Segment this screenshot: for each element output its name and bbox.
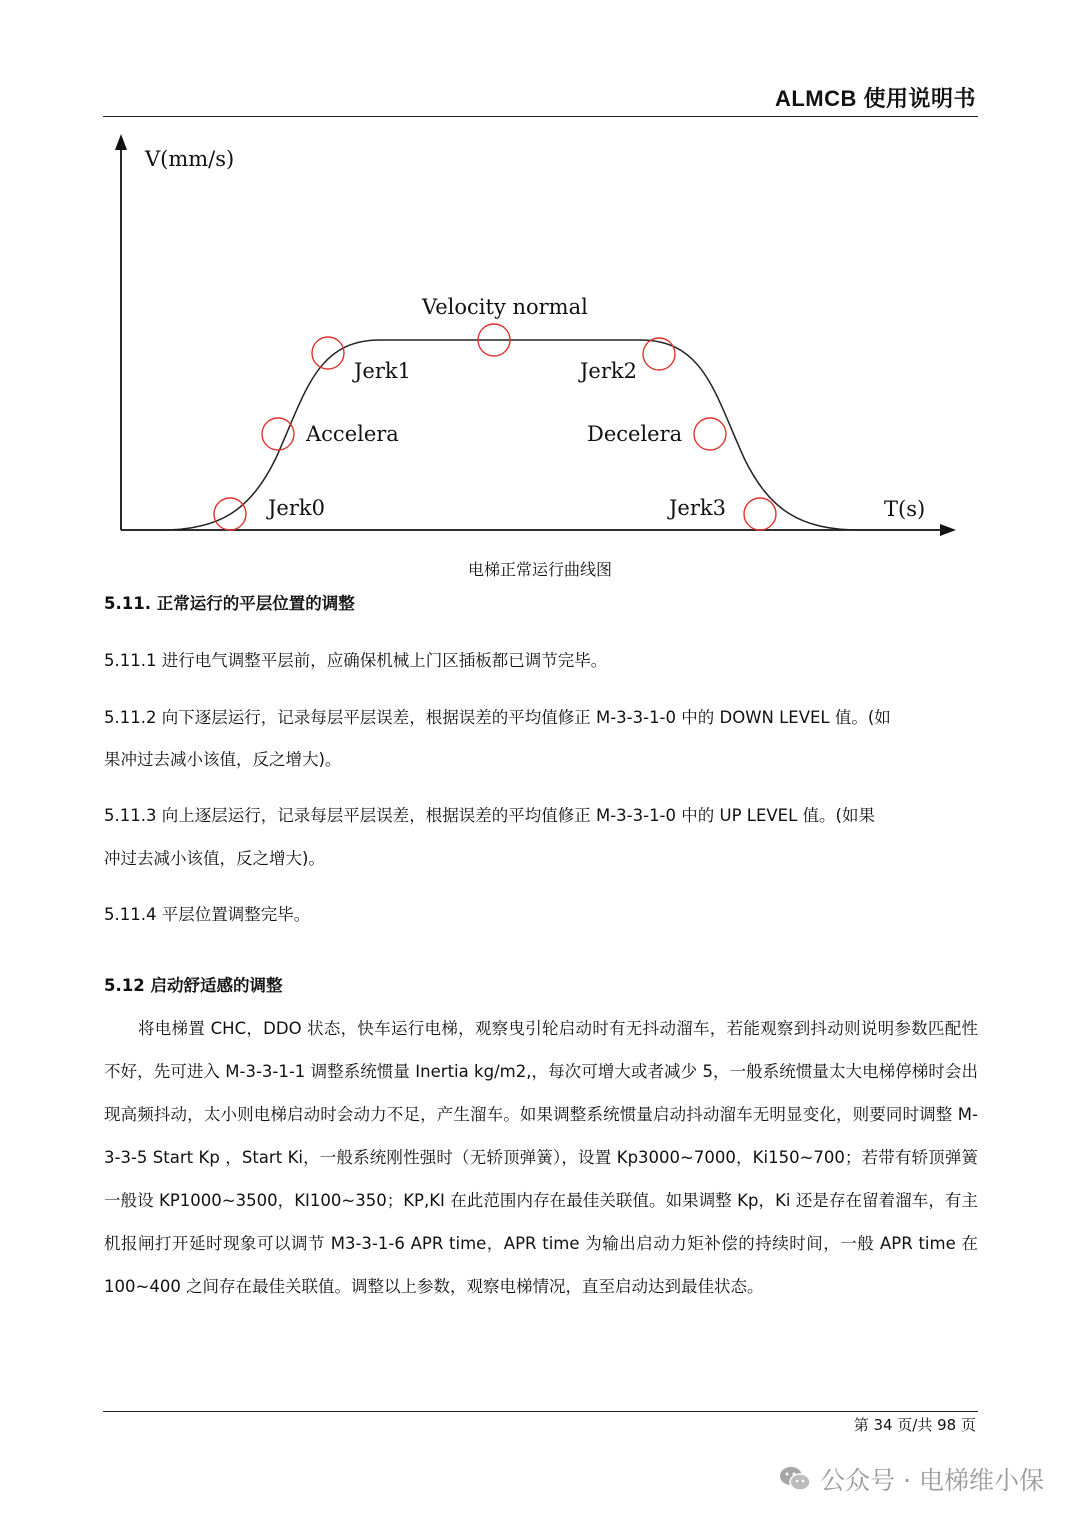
- velocity-curve: [121, 340, 945, 530]
- section-5-11-3-line1: 5.11.3 向上逐层运行，记录每层平层误差，根据误差的平均值修正 M-3-3-1-0 中的 UP LEVEL 值。(如果: [104, 806, 875, 825]
- footer-divider: [103, 1411, 978, 1412]
- section-5-11-3-line2: 冲过去减小该值，反之增大)。: [104, 849, 325, 868]
- label-jerk3: Jerk3: [669, 496, 726, 520]
- decel-marker: [694, 418, 726, 450]
- section-5-11-heading: 5.11. 正常运行的平层位置的调整: [104, 594, 355, 613]
- figure-caption: 电梯正常运行曲线图: [467, 560, 612, 579]
- section-5-12-body: 将电梯置 CHC，DDO 状态，快车运行电梯，观察曳引轮启动时有无抖动溜车，若能观察到抖动则说明参数匹配性不好，先可进入 M-3-3-1-1 调整系统惯量 Inertia kg/m2,，每次可增大或者减少 5，一般系统惯量太大电梯停梯时会出现高频抖动，太小则电梯启动时会动力不足，产生溜车。如果调整系统惯量启动抖动溜车无明显变化，则要同时调整 M-3-3-5 Start Kp ，Start Ki，一般系统刚性强时（无轿顶弹簧），设置 Kp3000~7000，Ki150~700；若带有轿顶弹簧一般设 KP1000~3500，KI100~350；KP,KI 在此范围内存在最佳关联值。如果调整 Kp，Ki 还是存在留着溜车，有主机报闸打开延时现象可以调节 M3-3-1-6 APR time，APR time 为输出启动力矩补偿的持续时间，一般 APR time 在 100~400 之间存在最佳关联值。调整以上参数，观察电梯情况，直至启动达到最佳状态。: [104, 1019, 978, 1296]
- section-5-11-2-line2: 果冲过去减小该值，反之增大)。: [104, 750, 342, 769]
- watermark: [778, 1461, 1044, 1497]
- label-velocity-normal: Velocity normal: [422, 295, 588, 319]
- label-accel: Accelera: [306, 422, 399, 446]
- label-jerk0: Jerk0: [268, 496, 325, 520]
- header-divider: [103, 116, 978, 117]
- accel-marker: [262, 418, 294, 450]
- document-title: ALMCB 使用说明书: [774, 86, 976, 111]
- x-axis-label: T(s): [884, 497, 926, 521]
- y-axis-arrow: [115, 134, 127, 150]
- section-5-11-1: 5.11.1 进行电气调整平层前，应确保机械上门区插板都已调节完毕。: [104, 651, 608, 670]
- page-number: 第 34 页/共 98 页: [853, 1416, 976, 1434]
- jerk3-marker: [744, 498, 776, 530]
- velocity-curve-diagram: [100, 130, 970, 550]
- wechat-icon: [778, 1464, 812, 1494]
- label-jerk2: Jerk2: [580, 359, 637, 383]
- jerk1-marker: [312, 337, 344, 369]
- section-5-12-heading: 5.12 启动舒适感的调整: [104, 976, 283, 995]
- watermark-text: 公众号 · 电梯维小保: [820, 1466, 1044, 1495]
- y-axis-label: V(mm/s): [145, 147, 235, 171]
- jerk2-marker: [643, 338, 675, 370]
- label-decel: Decelera: [587, 422, 683, 446]
- section-5-11-2-line1: 5.11.2 向下逐层运行，记录每层平层误差，根据误差的平均值修正 M-3-3-1-0 中的 DOWN LEVEL 值。(如: [104, 708, 891, 727]
- section-5-11-4: 5.11.4 平层位置调整完毕。: [104, 905, 311, 924]
- label-jerk1: Jerk1: [354, 359, 411, 383]
